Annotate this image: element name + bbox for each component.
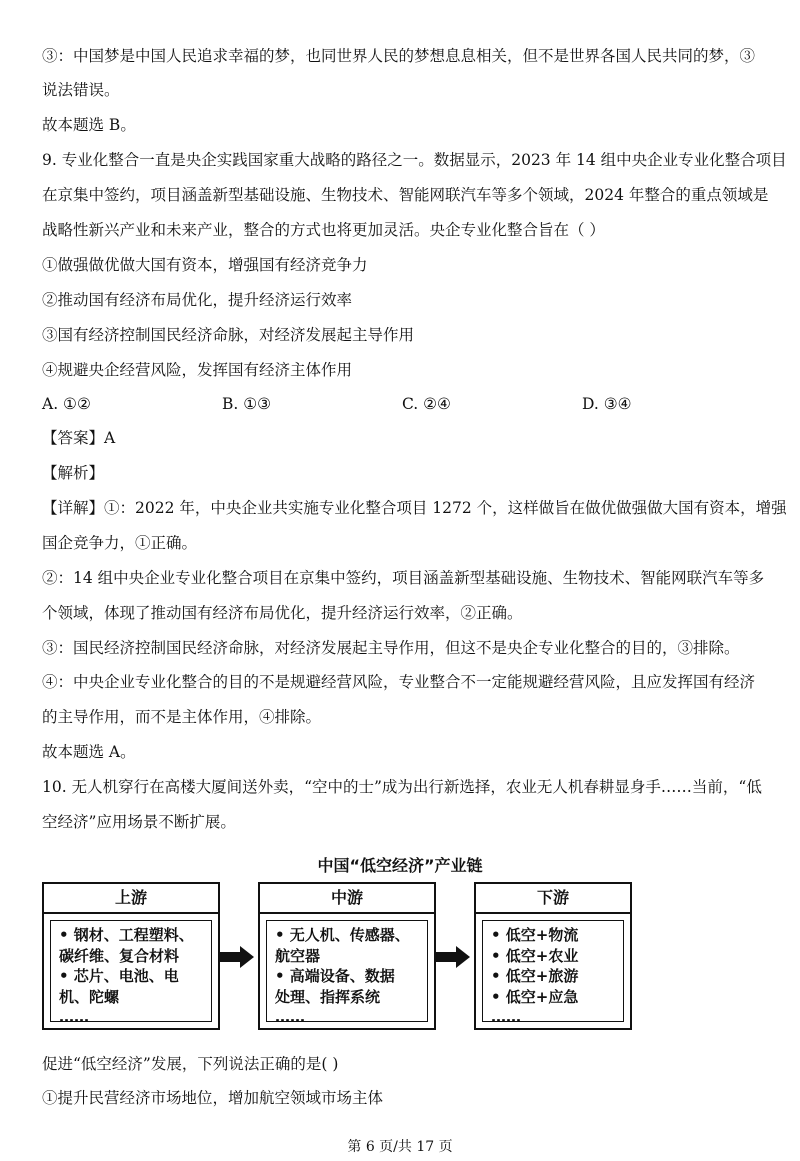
statement-4: ④规避央企经营风险，发挥国有经济主体作用 [42, 361, 353, 379]
stage-item: 航空器 [275, 946, 321, 965]
detail-line: 国企竞争力，①正确。 [42, 534, 198, 552]
stage-item: 碳纤维、复合材料 [59, 946, 180, 965]
text-line: 说法错误。 [42, 81, 120, 99]
stage-item: …… [59, 1008, 89, 1026]
detail-line: ②：14 组中央企业专业化整合项目在京集中签约，项目涵盖新型基础设施、生物技术、智能网联汽车等多 [42, 569, 765, 587]
statement-1: ①做强做优做大国有资本，增强国有经济竞争力 [42, 256, 368, 274]
detail-line: ④：中央企业专业化整合的目的不是规避经营风险，专业整合不一定能规避经营风险，且应发挥国有经济 [42, 673, 756, 691]
text-line: ③：中国梦是中国人民追求幸福的梦，也同世界人民的梦想息息相关，但不是世界各国人民共同的梦，③ [42, 47, 756, 65]
diagram-title: 中国“低空经济”产业链 [317, 856, 483, 875]
stage-inner-box [50, 920, 212, 1026]
stage-item: • 芯片、电池、电 [59, 967, 179, 985]
option-b: B. ①③ [222, 395, 272, 413]
stage-items [491, 925, 578, 1028]
statement-3: ③国有经济控制国民经济命脉，对经济发展起主导作用 [42, 326, 415, 344]
stage-inner-box [266, 920, 428, 1026]
stage-inner-box [482, 920, 624, 1026]
stage-item: 机、陀螺 [59, 987, 120, 1006]
question-10-stem: 10. 无人机穿行在高楼大厦间送外卖，“空中的士”成为出行新选择，农业无人机春耕显身手……当前，“低 [42, 778, 762, 796]
analysis-label: 【解析】 [42, 464, 105, 482]
stage-item: • 无人机、传感器、 [275, 926, 410, 944]
stage-upstream [42, 882, 220, 1030]
stage-item: …… [491, 1008, 521, 1026]
stage-item: • 钢材、工程塑料、 [59, 926, 194, 944]
question-9-stem: 9. 专业化整合一直是央企实践国家重大战略的路径之一。数据显示，2023 年 14 组中央企业专业化整合项目 [42, 151, 787, 169]
stage-items [275, 925, 410, 1028]
stage-head: 中游 [260, 884, 434, 914]
stage-head: 下游 [476, 884, 630, 914]
stage-item: • 低空+旅游 [491, 967, 579, 985]
detail-line: 【详解】①：2022 年，中央企业共实施专业化整合项目 1272 个，这样做旨在做优做强做大国有资本，增强 [42, 499, 787, 517]
stage-item: • 低空+农业 [491, 946, 579, 965]
text-line: 战略性新兴产业和未来产业，整合的方式也将更加灵活。央企专业化整合旨在（ ） [42, 221, 605, 239]
question-10-prompt: 促进“低空经济”发展，下列说法正确的是( ) [42, 1055, 339, 1073]
statement-2: ②推动国有经济布局优化，提升经济运行效率 [42, 291, 353, 309]
option-d: D. ③④ [582, 395, 632, 413]
text-line: 在京集中签约，项目涵盖新型基础设施、生物技术、智能网联汽车等多个领域，2024 年整合的重点领域是 [42, 186, 769, 204]
text-line: 故本题选 B。 [42, 116, 136, 134]
stage-item: …… [275, 1008, 305, 1026]
stage-head: 上游 [44, 884, 218, 914]
stage-items [59, 925, 194, 1028]
arrow-right-icon [436, 946, 470, 968]
detail-line: 个领域，体现了推动国有经济布局优化，提升经济运行效率，②正确。 [42, 604, 523, 622]
stage-item: • 高端设备、数据 [275, 967, 395, 985]
stage-item: • 低空+应急 [491, 987, 579, 1006]
answer-label: 【答案】A [42, 429, 116, 447]
conclusion-line: 故本题选 A。 [42, 743, 136, 761]
detail-line: 的主导作用，而不是主体作用，④排除。 [42, 708, 322, 726]
arrow-right-icon [220, 946, 254, 968]
page-footer: 第 6 页/共 17 页 [347, 1139, 453, 1155]
option-a: A. ①② [42, 395, 91, 413]
option-c: C. ②④ [402, 395, 451, 413]
text-line: 空经济”应用场景不断扩展。 [42, 813, 236, 831]
stage-downstream [474, 882, 632, 1030]
stage-item: • 低空+物流 [491, 926, 579, 944]
stage-item: 处理、指挥系统 [275, 987, 381, 1006]
stage-midstream [258, 882, 436, 1030]
statement-1: ①提升民营经济市场地位，增加航空领域市场主体 [42, 1089, 384, 1107]
detail-line: ③：国民经济控制国民经济命脉，对经济发展起主导作用，但这不是央企专业化整合的目的，③排除。 [42, 639, 740, 657]
